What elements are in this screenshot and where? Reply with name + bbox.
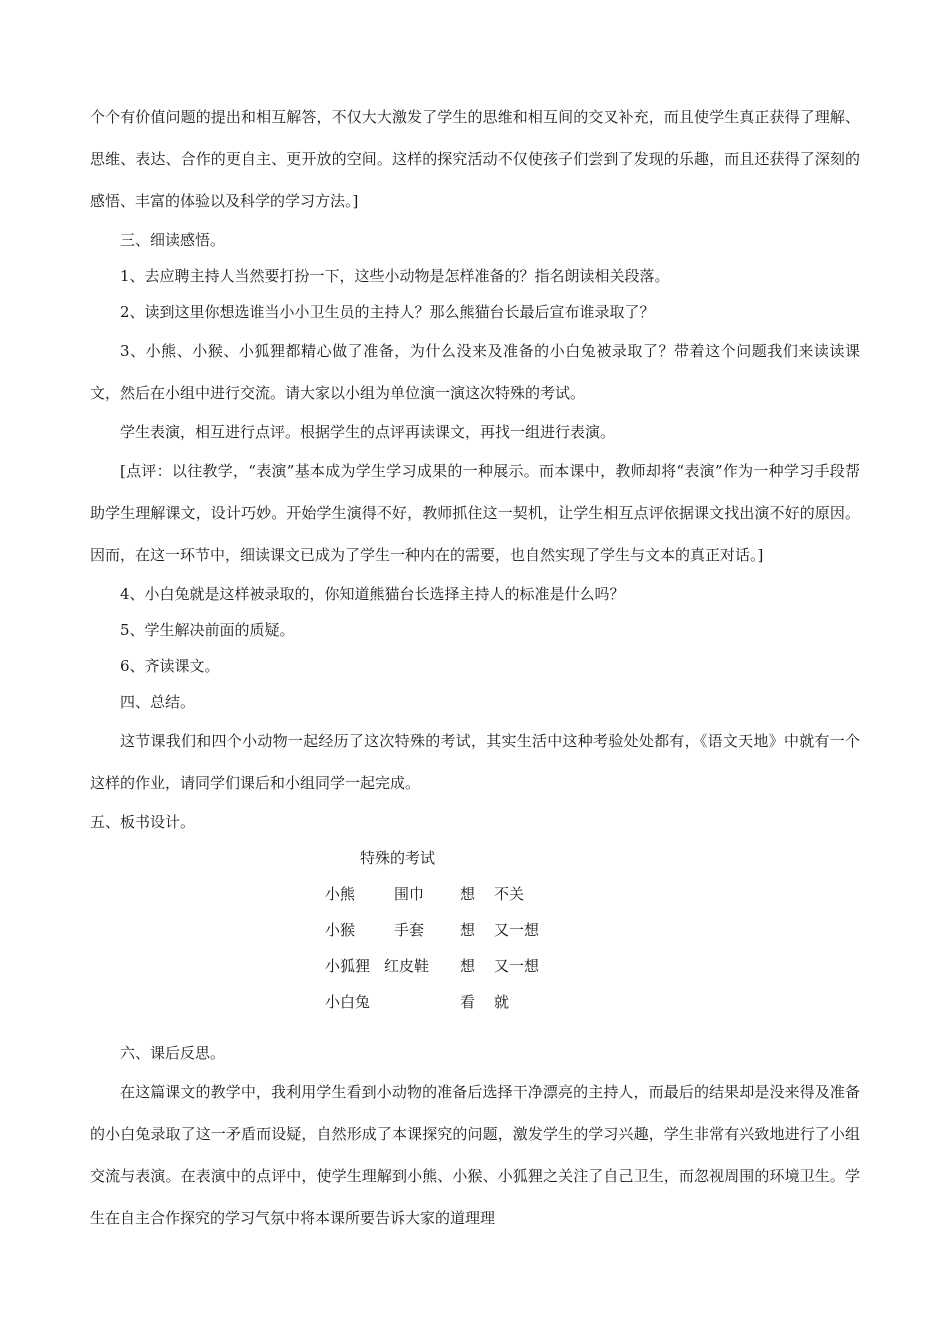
question-5: 5、学生解决前面的质疑。 — [120, 621, 295, 639]
board-verb: 想 — [460, 885, 476, 903]
board-result: 就 — [494, 993, 510, 1011]
question-6: 6、齐读课文。 — [120, 657, 220, 675]
board-verb: 想 — [460, 921, 476, 939]
question-2: 2、读到这里你想选谁当小小卫生员的主持人？那么熊猫台长最后宣布谁录取了？ — [120, 303, 655, 321]
board-animal: 小狐狸 — [325, 957, 371, 975]
board-result: 又一想 — [494, 957, 540, 975]
question-4: 4、小白兔就是这样被录取的，你知道熊猫台长选择主持人的标准是什么吗？ — [120, 585, 625, 603]
board-animal: 小白兔 — [325, 993, 371, 1011]
board-title: 特殊的考试 — [360, 849, 436, 867]
section-heading-close-reading: 三、细读感悟。 — [120, 231, 226, 249]
paragraph-discussion-close: 个个有价值问题的提出和相互解答，不仅大大激发了学生的思维和相互间的交叉补充，而且使学生真正获得了理解、思维、表达、合作的更自主、更开放的空间。这样的探究活动不仅使孩子们尝到了发现的乐趣，而且还获得了深刻的感悟、丰富的体验以及科学的学习方法。] — [90, 108, 860, 210]
question-3: 3、小熊、小猴、小狐狸都精心做了准备，为什么没来及准备的小白兔被录取了？带着这个问题我们来读读课文，然后在小组中进行交流。请大家以小组为单位演一演这次特殊的考试。 — [90, 342, 860, 402]
board-animal: 小熊 — [325, 885, 356, 903]
board-verb: 看 — [460, 993, 476, 1011]
board-verb: 想 — [460, 957, 476, 975]
question-1: 1、去应聘主持人当然要打扮一下，这些小动物是怎样准备的？指名朗读相关段落。 — [120, 267, 670, 285]
board-design — [90, 840, 860, 1035]
section-heading-board-design: 五、板书设计。 — [90, 813, 196, 831]
board-item: 围巾 — [394, 885, 425, 903]
comment-paragraph: [点评：以往教学，“表演”基本成为学生学习成果的一种展示。而本课中，教师却将“表演”作为一种学习手段帮助学生理解课文，设计巧妙。开始学生演得不好，教师抓住这一契机，让学生相互点评依据课文找出演不好的原因。因而，在这一环节中，细读课文已成为了学生一种内在的需要，也自然实现了学生与文本的真正对话。] — [90, 462, 860, 564]
summary-paragraph: 这节课我们和四个小动物一起经历了这次特殊的考试，其实生活中这种考验处处都有，《语文天地》中就有一个这样的作业，请同学们课后和小组同学一起完成。 — [90, 732, 860, 792]
board-animal: 小猴 — [325, 921, 356, 939]
performance-paragraph: 学生表演，相互进行点评。根据学生的点评再读课文，再找一组进行表演。 — [120, 423, 616, 441]
reflection-paragraph: 在这篇课文的教学中，我利用学生看到小动物的准备后选择干净漂亮的主持人，而最后的结果却是没来得及准备的小白兔录取了这一矛盾而设疑，自然形成了本课探究的问题，激发学生的学习兴趣，学生非常有兴致地进行了小组交流与表演。在表演中的点评中，使学生理解到小熊、小猴、小狐狸之关注了自己卫生，而忽视周围的环境卫生。学生在自主合作探究的学习气氛中将本课所要告诉大家的道理理 — [90, 1083, 860, 1227]
section-heading-summary: 四、总结。 — [120, 693, 196, 711]
board-result: 不关 — [494, 885, 525, 903]
board-item: 红皮鞋 — [384, 957, 430, 975]
section-heading-reflection: 六、课后反思。 — [120, 1044, 226, 1062]
document-page — [90, 96, 860, 1239]
board-result: 又一想 — [494, 921, 540, 939]
board-item: 手套 — [394, 921, 425, 939]
